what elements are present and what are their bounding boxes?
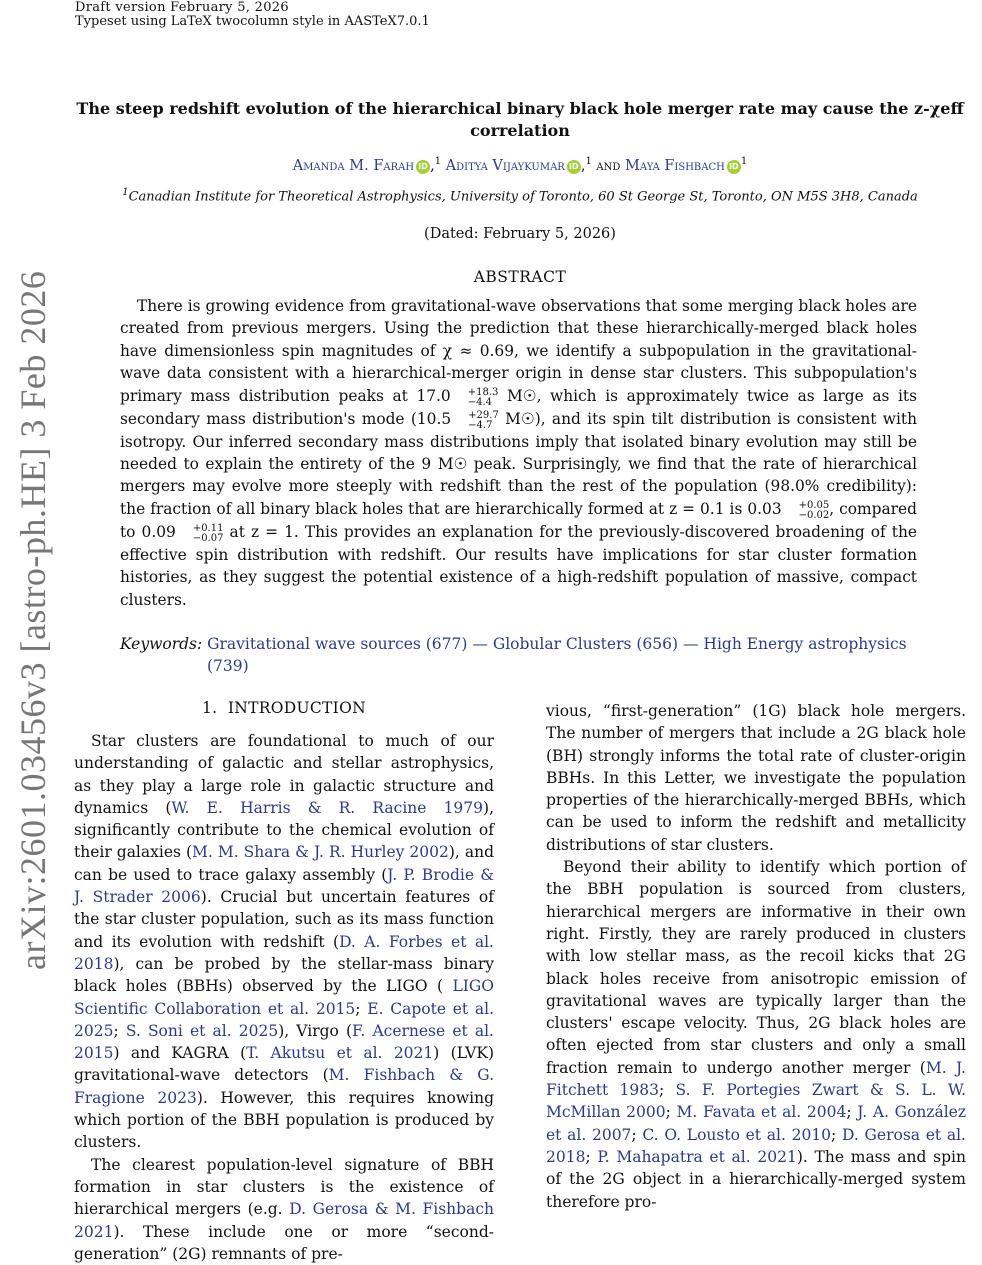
- citation-link[interactable]: M. M. Shara & J. R. Hurley 2002: [192, 843, 449, 862]
- err-down: −4.4: [467, 396, 493, 408]
- citation-link[interactable]: J. A. González et al. 2007: [546, 1103, 967, 1144]
- body-text: ;: [665, 1103, 677, 1122]
- body-text: ), significantly contribute to the chemical evolution of their galaxies (: [74, 798, 495, 862]
- body-text: ), Virgo (: [278, 1021, 353, 1040]
- body-text: ;: [355, 999, 368, 1018]
- body-text: ). Crucial but uncertain features of the star cluster population, such as its mass function and its evolution with redshift (: [74, 888, 494, 951]
- body-text: Beyond their ability to identify which portion of the BBH population is sourced from clusters, hierarchical mergers are informative in their own right. Firstly, they are rarely produced in clusters with low stellar mass, as the recoil kicks that 2G black holes receive from anisotropic emission of gravitational waves are typically larger than the clusters' escape velocity. Thus, 2G black holes are often ejected from star clusters and only a small fraction remain to undergo another merger (: [546, 858, 966, 1077]
- keyword-sep: —: [467, 635, 493, 653]
- running-header-typeset: Typeset using LaTeX twocolumn style in AASTeX7.0.1: [75, 14, 430, 29]
- citation-link[interactable]: F. Acernese et al. 2015: [74, 1021, 494, 1063]
- section-heading: [74, 699, 494, 717]
- err-up: +29.7: [468, 409, 499, 421]
- body-text: Star clusters are foundational to much of our understanding of galactic and stellar astrophysics, as they play a large role in galactic structure and dynamics (: [74, 732, 494, 817]
- keyword-sep: —: [678, 635, 704, 653]
- err-up: +0.05: [798, 499, 830, 511]
- abstract-text: There is growing evidence from gravitational-wave observations that some merging black holes are created from previous mergers. Using the prediction that these hierarchically-merged black holes have dimensionless spin magnitudes of χ ≈ 0.69, we identify a subpopulation in the gravitational-wave data consistent with a hierarchical-merger origin in dense star clusters. This subpopulation's primary mass distribution peaks at: [120, 297, 917, 405]
- keywords: [120, 633, 917, 677]
- citation-link[interactable]: S. F. Portegies Zwart & S. L. W. McMillan 2000: [546, 1081, 967, 1122]
- err-up: +18.3: [467, 386, 499, 398]
- arxiv-stamp[interactable]: arXiv:2601.03456v3 [astro-ph.HE] 3 Feb 2026: [13, 270, 53, 970]
- section-title: INTRODUCTION: [227, 699, 366, 717]
- fraction-z1-errors: [176, 524, 224, 544]
- body-text: ;: [113, 1021, 126, 1040]
- body-text: ). However, this requires knowing which portion of the BBH population is produced by clusters.: [74, 1088, 494, 1152]
- body-text: The clearest population-level signature of BBH formation in star clusters is the existence of hierarchical mergers (e.g.: [74, 1155, 494, 1219]
- body-text: ), and can be used to trace galaxy assembly (: [74, 843, 495, 884]
- citation-link[interactable]: D. Gerosa et al. 2018: [546, 1125, 966, 1166]
- citation-link[interactable]: T. Akutsu et al. 2021: [246, 1044, 434, 1063]
- author-affil-mark: 1: [585, 156, 592, 167]
- body-text: ). The mass and spin of the 2G object in a hierarchically-merged system therefore pro-: [546, 1147, 966, 1211]
- abstract-text: , which is approximately twice as large as its secondary mass distribution's mode (: [120, 386, 918, 428]
- citation-link[interactable]: M. Fishbach & G. Fragione 2023: [74, 1066, 494, 1107]
- err-down: −0.02: [798, 509, 830, 521]
- left-column: [74, 730, 494, 1265]
- right-column: [546, 700, 966, 1213]
- fraction-z1: 0.09: [141, 522, 176, 541]
- fraction-z01: 0.03: [747, 499, 782, 518]
- body-text: ), can be probed by the stellar-mass binary black holes (BBHs) observed by the LIGO (: [74, 954, 494, 996]
- dated-line: (Dated: February 5, 2026): [424, 226, 616, 242]
- citation-link[interactable]: E. Capote et al. 2025: [74, 999, 494, 1040]
- body-text: ). These include one or more “second-generation” (2G) remnants of pre-: [74, 1222, 494, 1263]
- author-affil-mark: 1: [434, 156, 442, 167]
- err-up: +0.11: [192, 522, 224, 534]
- affiliation: [70, 184, 970, 206]
- author-name[interactable]: Maya Fishbach: [625, 157, 725, 174]
- abstract-text: at z = 1. This provides an explanation for the previously-discovered broadening of the effective spin distribution with redshift. Our results have implications for star cluster formation histories, as they suggest the potential existence of a high-redshift population of massive, compact clusters.: [120, 522, 918, 609]
- keyword-link[interactable]: Globular Clusters (656): [492, 635, 679, 653]
- author-name[interactable]: Amanda M. Farah: [292, 157, 415, 174]
- intro-paragraph: [74, 730, 494, 1154]
- affil-number: 1: [122, 187, 129, 198]
- citation-link[interactable]: P. Mahapatra et al. 2021: [597, 1147, 797, 1166]
- affil-text: Canadian Institute for Theoretical Astrophysics, University of Toronto, 60 St George St, Toronto, ON M5S 3H8, Canada: [128, 189, 918, 205]
- running-header-draft: Draft version February 5, 2026: [75, 0, 289, 15]
- body-text: ) and KAGRA (: [113, 1044, 247, 1063]
- secondary-mass-errors: [451, 411, 499, 431]
- abstract-body: [120, 295, 917, 611]
- orcid-icon[interactable]: iD: [416, 160, 430, 174]
- body-text: ;: [659, 1081, 676, 1100]
- authors-and: and: [596, 157, 621, 174]
- orcid-icon[interactable]: iD: [567, 160, 581, 174]
- abstract-heading: ABSTRACT: [473, 268, 567, 286]
- abstract-text: ), and its spin tilt distribution is consistent with isotropy. Our inferred secondary mass distributions imply that isolated binary evolution may still be needed to explain the entirety of the 9 M☉ peak. Surprisingly, we find that the rate of hierarchical mergers may evolve more steeply with redshift than the rest of the population (98.0% credibility): the fraction of all binary black holes that are hierarchically formed at z = 0.1 is: [120, 409, 918, 518]
- paper-title: The steep redshift evolution of the hierarchical binary black hole merger rate may cause the z-χeff correlation: [76, 99, 964, 140]
- body-text: ;: [631, 1125, 643, 1144]
- fraction-z01-errors: [782, 501, 830, 521]
- citation-link[interactable]: M. J. Fitchett 1983: [546, 1058, 966, 1100]
- section-number: 1.: [202, 699, 218, 717]
- body-text: ;: [831, 1125, 842, 1144]
- citation-link[interactable]: D. Gerosa & M. Fishbach 2021: [74, 1200, 494, 1241]
- citation-link[interactable]: M. Favata et al. 2004: [676, 1103, 847, 1122]
- citation-link[interactable]: LIGO Scientific Collaboration et al. 2015: [74, 977, 494, 1018]
- citation-link[interactable]: D. A. Forbes et al. 2018: [74, 932, 494, 973]
- keywords-label: Keywords:: [120, 635, 203, 653]
- keyword-link[interactable]: Gravitational wave sources (677): [207, 635, 468, 653]
- intro-paragraph: vious, “first-generation” (1G) black hole mergers. The number of mergers that include a 2G black hole (BH) strongly informs the total rate of cluster-origin BBHs. In this Letter, we investigate the population properties of the hierarchically-merged BBHs, which can be used to inform the redshift and metallicity distributions of star clusters.: [546, 702, 966, 854]
- orcid-icon[interactable]: iD: [727, 160, 741, 174]
- secondary-mass-mode: 10.5: [416, 409, 452, 428]
- abstract-text: , compared to: [120, 499, 917, 541]
- body-text: ) (LVK) gravitational-wave detectors (: [74, 1044, 495, 1085]
- citation-link[interactable]: S. Soni et al. 2025: [125, 1021, 279, 1040]
- citation-link[interactable]: W. E. Harris & R. Racine 1979: [171, 798, 484, 817]
- intro-paragraph: [74, 1154, 494, 1265]
- body-text: ;: [585, 1147, 598, 1166]
- citation-link[interactable]: J. P. Brodie & J. Strader 2006: [74, 865, 494, 907]
- author-affil-mark: 1: [740, 156, 748, 167]
- primary-mass-peak: 17.0: [416, 386, 451, 405]
- primary-mass-errors: [451, 388, 499, 408]
- err-down: −4.7: [468, 419, 493, 431]
- author-list: Amanda M. Farah iD ,$^1$ Aditya Vijaykumar iD ,$^1$ and Maya Fishbach iD $^1$: [292, 156, 748, 174]
- msun-unit: M☉: [498, 409, 535, 428]
- author-name[interactable]: Aditya Vijaykumar: [445, 157, 565, 174]
- body-text: ;: [846, 1103, 858, 1122]
- err-down: −0.07: [192, 532, 224, 544]
- keyword-link[interactable]: High Energy astrophysics (739): [207, 635, 907, 675]
- intro-paragraph: [546, 856, 966, 1213]
- msun-unit: M☉: [498, 386, 537, 405]
- citation-link[interactable]: C. O. Lousto et al. 2010: [642, 1125, 832, 1144]
